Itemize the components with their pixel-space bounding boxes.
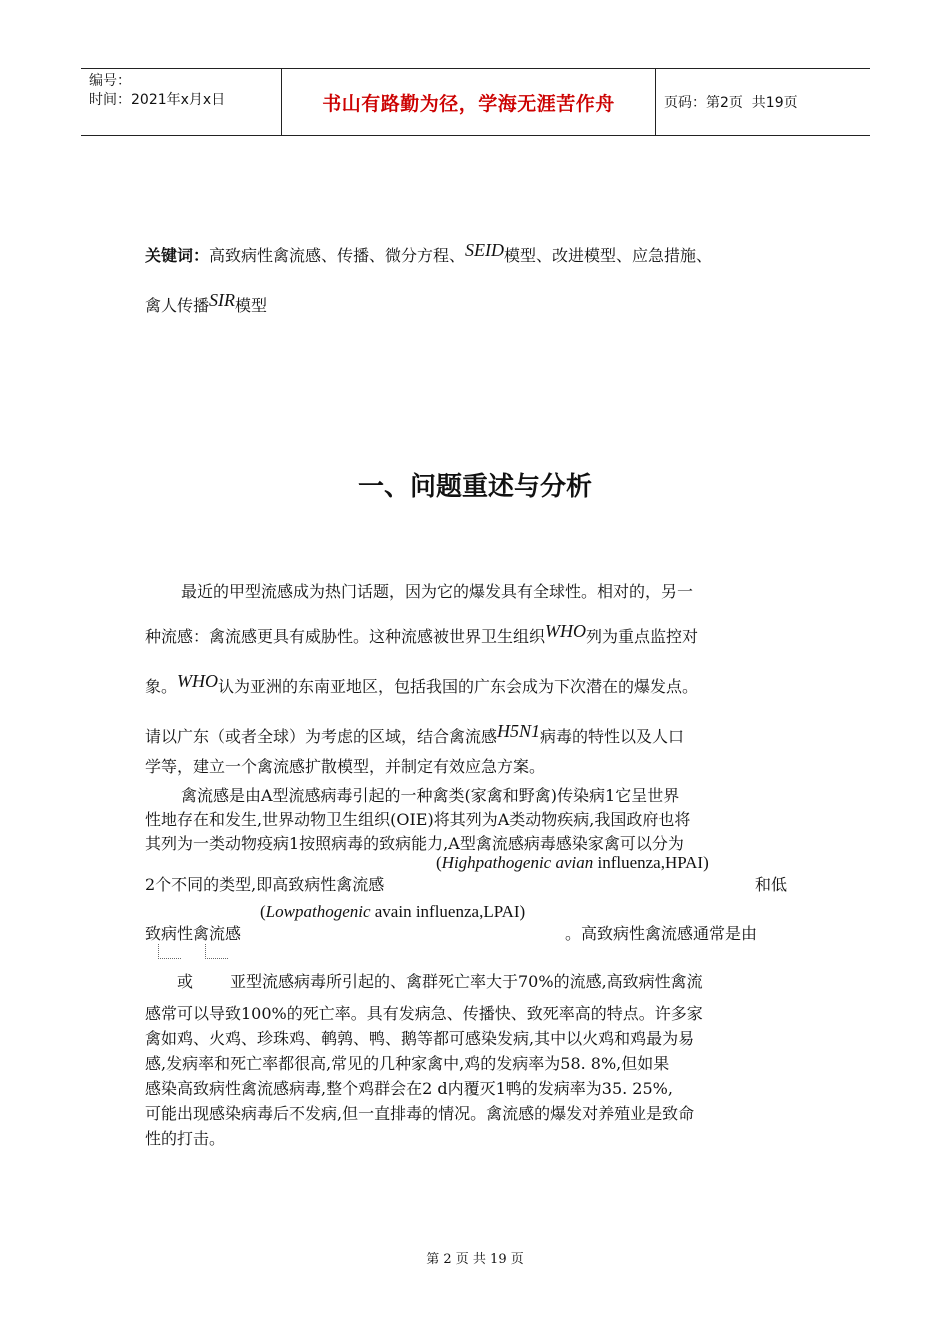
para2-line — [145, 922, 810, 945]
text-run: ( — [260, 902, 266, 921]
annotation-hpai — [436, 853, 709, 873]
keywords-line-2 — [145, 290, 815, 316]
text-run: 。高致病性禽流感通常是由 — [565, 924, 758, 943]
header-middle-cell — [282, 69, 656, 135]
para1-line — [145, 620, 810, 648]
text-run: influenza,HPAI) — [593, 853, 709, 872]
keywords-text: 禽人传播 — [145, 296, 210, 315]
para2-line: 性地存在和发生,世界动物卫生组织(OIE)将其列为A类动物疾病,我国政府也将 — [145, 810, 691, 829]
motto: 书山有路勤为径，学海无涯苦作舟 — [322, 92, 615, 115]
para2-line: 感常可以导致100%的死亡率。具有发病急、传播快、致死率高的特点。许多家 — [145, 1004, 703, 1023]
header-left-cell — [81, 69, 282, 135]
text-run: 2个不同的类型,即高致病性禽流感 — [145, 875, 385, 894]
header-right-cell — [656, 69, 870, 135]
keywords-line-1 — [145, 240, 815, 266]
text-run: 认为亚洲的东南亚地区，包括我国的广东会成为下次潜在的爆发点。 — [218, 677, 699, 696]
missing-formula-placeholder — [158, 944, 181, 959]
para1-line: 最近的甲型流感成为热门话题，因为它的爆发具有全球性。相对的，另一 — [181, 582, 694, 601]
para1-line — [145, 720, 810, 748]
para2-line: 感,发病率和死亡率都很高,常见的几种家禽中,鸡的发病率为58. 8%,但如果 — [145, 1054, 670, 1073]
para2-line: 可能出现感染病毒后不发病,但一直排毒的情况。禽流感的爆发对养殖业是致命 — [145, 1104, 695, 1123]
keywords-text: 高致病性禽流感、传播、微分方程、 — [209, 246, 466, 265]
text-run: Lowpathogenic — [265, 902, 371, 921]
math-who: WHO — [177, 671, 219, 691]
text-run: 请以广东（或者全球）为考虑的区域，结合禽流感 — [145, 727, 498, 746]
math-h5n1: H5N1 — [497, 721, 541, 741]
text-run: 或 — [177, 972, 194, 991]
para2-line: 其列为一类动物疫病1按照病毒的致病能力,A型禽流感病毒感染家禽可以分为 — [145, 834, 684, 853]
text-run: 致病性禽流感 — [145, 924, 242, 943]
para2-line: 禽如鸡、火鸡、珍珠鸡、鹌鹑、鸭、鹅等都可感染发病,其中以火鸡和鸡最为易 — [145, 1029, 695, 1048]
para1-line — [145, 670, 810, 698]
text-run: ( — [436, 853, 442, 872]
text-run: 病毒的特性以及人口 — [540, 727, 685, 746]
section-title: 一、问题重述与分析 — [357, 472, 592, 502]
math-seid: SEID — [465, 240, 505, 260]
header-table — [81, 68, 870, 136]
para2-line: 感染高致病性禽流感病毒,整个鸡群会在2 d内覆灭1鸭的发病率为35. 25%, — [145, 1079, 673, 1098]
text-run: 象。 — [145, 677, 178, 696]
keywords-text: 模型 — [235, 296, 268, 315]
keywords-label: 关键词： — [145, 246, 210, 265]
number-label: 编号： — [89, 73, 131, 89]
time-label: 时间：2021年x月x日 — [89, 92, 226, 108]
text-run: Highpathogenic avian — [441, 853, 594, 872]
text-run: 亚型流感病毒所引起的、禽群死亡率大于70%的流感,高致病性禽流 — [230, 972, 703, 991]
text-run: 种流感：禽流感更具有威胁性。这种流感被世界卫生组织 — [145, 627, 546, 646]
text-run: 列为重点监控对 — [586, 627, 699, 646]
page-footer: 第 2 页 共 19 页 — [426, 1252, 524, 1267]
math-sir: SIR — [209, 290, 236, 310]
text-run: 和低 — [755, 875, 788, 894]
missing-formula-placeholder — [205, 944, 228, 959]
para2-line: 性的打击。 — [145, 1129, 226, 1148]
keywords-text: 模型、改进模型、应急措施、 — [504, 246, 713, 265]
text-run: avain influenza,LPAI) — [370, 902, 526, 921]
para2-line — [145, 873, 810, 896]
page-info: 页码：第2页 共19页 — [664, 95, 798, 111]
para1-line: 学等，建立一个禽流感扩散模型，并制定有效应急方案。 — [145, 757, 546, 776]
math-who: WHO — [545, 621, 587, 641]
para2-line: 禽流感是由A型流感病毒引起的一种禽类(家禽和野禽)传染病1它呈世界 — [181, 786, 680, 805]
annotation-lpai — [260, 902, 525, 922]
